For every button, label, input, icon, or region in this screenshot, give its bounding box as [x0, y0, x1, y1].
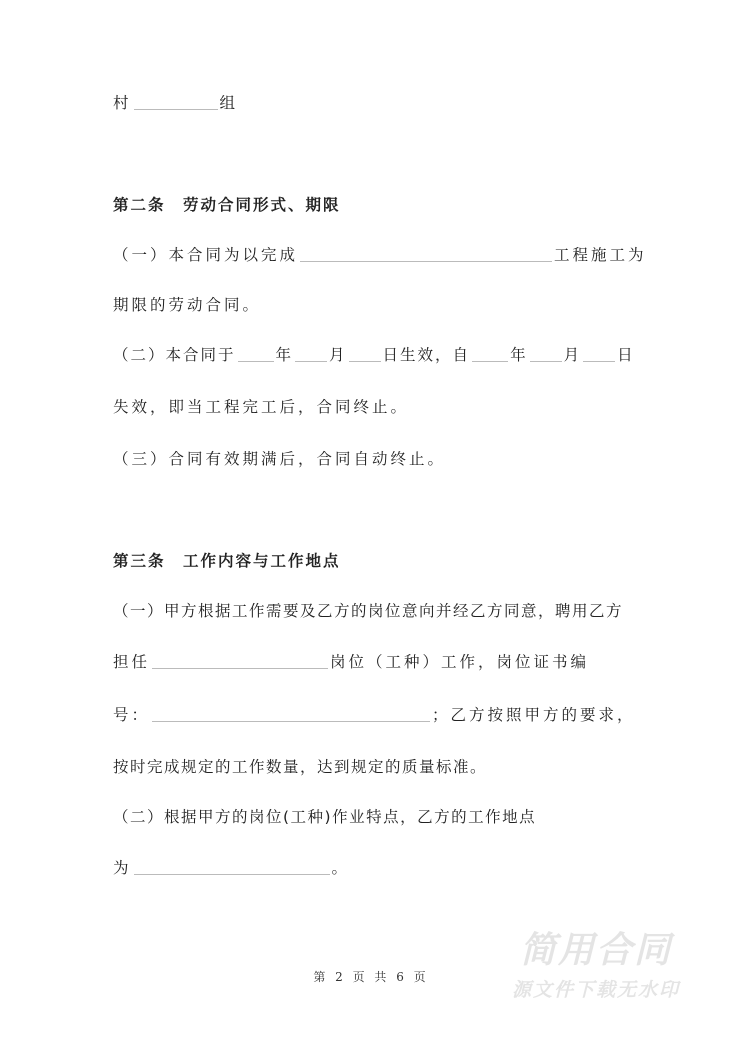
text-line	[113, 344, 635, 366]
text: （二）本合同于	[113, 346, 236, 364]
text: 日	[617, 346, 635, 364]
section-heading: 第二条 劳动合同形式、期限	[113, 196, 341, 214]
watermark-title: 简用合同	[520, 930, 673, 971]
blank-field	[152, 705, 430, 722]
text-line	[113, 92, 238, 114]
blank-field	[134, 858, 330, 875]
text: 组	[219, 94, 239, 112]
text-line: 失效，即当工程完工后，合同终止。	[113, 398, 410, 416]
blank-field	[349, 345, 381, 362]
text-line: 期限的劳动合同。	[113, 296, 262, 314]
text-line	[113, 704, 636, 726]
blank-field	[238, 345, 274, 362]
watermark-subtitle: 源文件下载无水印	[512, 979, 681, 1001]
text: ；乙方按照甲方的要求，	[432, 706, 636, 724]
text: 年	[510, 346, 528, 364]
text: 。	[331, 859, 351, 877]
text: 村	[113, 94, 132, 112]
blank-field	[472, 345, 508, 362]
text-line	[113, 857, 350, 879]
text: 工程施工为	[554, 246, 647, 264]
text-line	[113, 651, 589, 673]
page-number: 第 2 页 共 6 页	[313, 970, 429, 984]
blank-field	[134, 93, 218, 110]
text: 岗位（工种）工作，岗位证书编	[330, 653, 590, 671]
section-heading: 第三条 工作内容与工作地点	[113, 552, 341, 570]
text-line: 按时完成规定的工作数量，达到规定的质量标准。	[113, 758, 488, 776]
text-line: （二）根据甲方的岗位(工种)作业特点，乙方的工作地点	[113, 808, 537, 826]
text-line: （一）甲方根据工作需要及乙方的岗位意向并经乙方同意，聘用乙方	[113, 602, 624, 620]
text: 月	[563, 346, 582, 364]
blank-field	[530, 345, 562, 362]
blank-field	[583, 345, 615, 362]
text-line: （三）合同有效期满后，合同自动终止。	[113, 450, 447, 468]
blank-field	[300, 245, 552, 262]
text: 担任	[113, 653, 151, 671]
text: 号：	[113, 706, 151, 724]
text: 日生效，自	[382, 346, 471, 364]
blank-field	[152, 652, 328, 669]
text-line	[113, 244, 647, 266]
text: 月	[329, 346, 347, 364]
text: （一）本合同为以完成	[113, 246, 299, 264]
watermark-logo	[512, 922, 680, 1002]
blank-field	[295, 345, 327, 362]
text: 为	[113, 859, 132, 877]
text: 年	[275, 346, 294, 364]
